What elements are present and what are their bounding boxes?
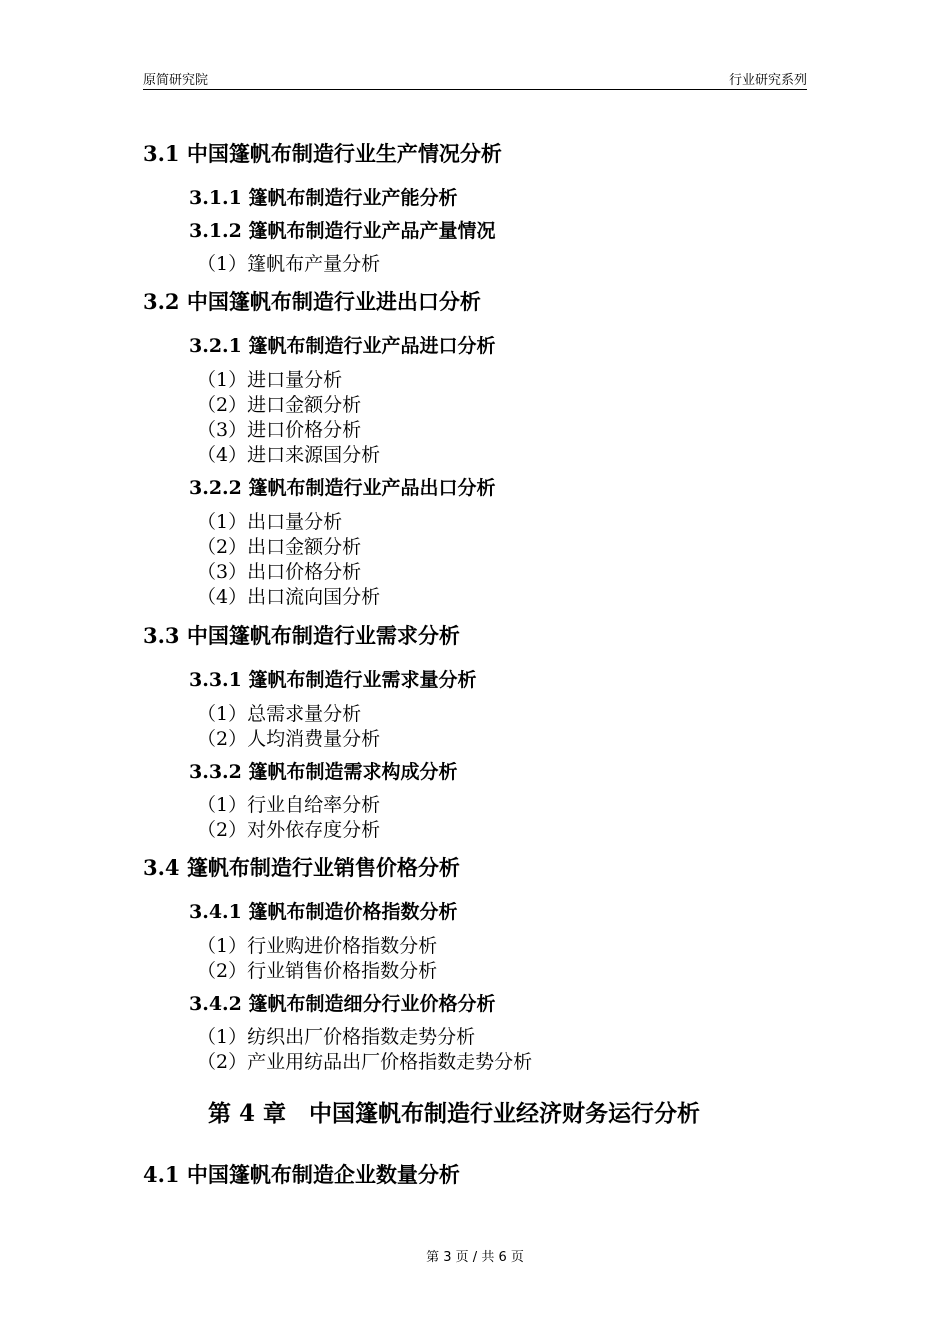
toc-item: （2）对外依存度分析 — [197, 819, 381, 841]
toc-item: （1）总需求量分析 — [197, 703, 362, 725]
toc-item: （1）行业自给率分析 — [197, 794, 381, 816]
toc-subheading: 3.4.2 篷帆布制造细分行业价格分析 — [189, 993, 496, 1015]
toc-heading: 3.4 篷帆布制造行业销售价格分析 — [143, 855, 460, 880]
toc-item: （2）人均消费量分析 — [197, 728, 381, 750]
toc-item: （1）出口量分析 — [197, 511, 343, 533]
toc-item: （1）篷帆布产量分析 — [197, 253, 381, 275]
toc-heading: 4.1 中国篷帆布制造企业数量分析 — [143, 1162, 460, 1187]
toc-item: （1）进口量分析 — [197, 369, 343, 391]
toc-heading: 3.1 中国篷帆布制造行业生产情况分析 — [143, 141, 502, 166]
toc-item: （2）行业销售价格指数分析 — [197, 960, 438, 982]
toc-item: （1）纺织出厂价格指数走势分析 — [197, 1026, 476, 1048]
toc-subheading: 3.1.2 篷帆布制造行业产品产量情况 — [189, 220, 496, 242]
toc-item: （2）产业用纺品出厂价格指数走势分析 — [197, 1051, 533, 1073]
toc-subheading: 3.3.1 篷帆布制造行业需求量分析 — [189, 669, 477, 691]
toc-item: （1）行业购进价格指数分析 — [197, 935, 438, 957]
toc-item: （4）出口流向国分析 — [197, 586, 381, 608]
toc-heading: 3.2 中国篷帆布制造行业进出口分析 — [143, 289, 481, 314]
toc-item: （2）出口金额分析 — [197, 536, 362, 558]
toc-subheading: 3.2.2 篷帆布制造行业产品出口分析 — [189, 477, 496, 499]
toc-subheading: 3.4.1 篷帆布制造价格指数分析 — [189, 901, 458, 923]
toc-subheading: 3.2.1 篷帆布制造行业产品进口分析 — [189, 335, 496, 357]
chapter-title: 第 4 章 中国篷帆布制造行业经济财务运行分析 — [208, 1100, 701, 1127]
toc-subheading: 3.3.2 篷帆布制造需求构成分析 — [189, 761, 458, 783]
toc-subheading: 3.1.1 篷帆布制造行业产能分析 — [189, 187, 458, 209]
toc-item: （4）进口来源国分析 — [197, 444, 381, 466]
toc-item: （3）出口价格分析 — [197, 561, 362, 583]
page-number: 第 3 页 / 共 6 页 — [426, 1250, 524, 1265]
header-series: 行业研究系列 — [728, 73, 807, 88]
header-organization: 原简研究院 — [143, 73, 209, 88]
toc-heading: 3.3 中国篷帆布制造行业需求分析 — [143, 623, 460, 648]
toc-item: （3）进口价格分析 — [197, 419, 362, 441]
toc-item: （2）进口金额分析 — [197, 394, 362, 416]
